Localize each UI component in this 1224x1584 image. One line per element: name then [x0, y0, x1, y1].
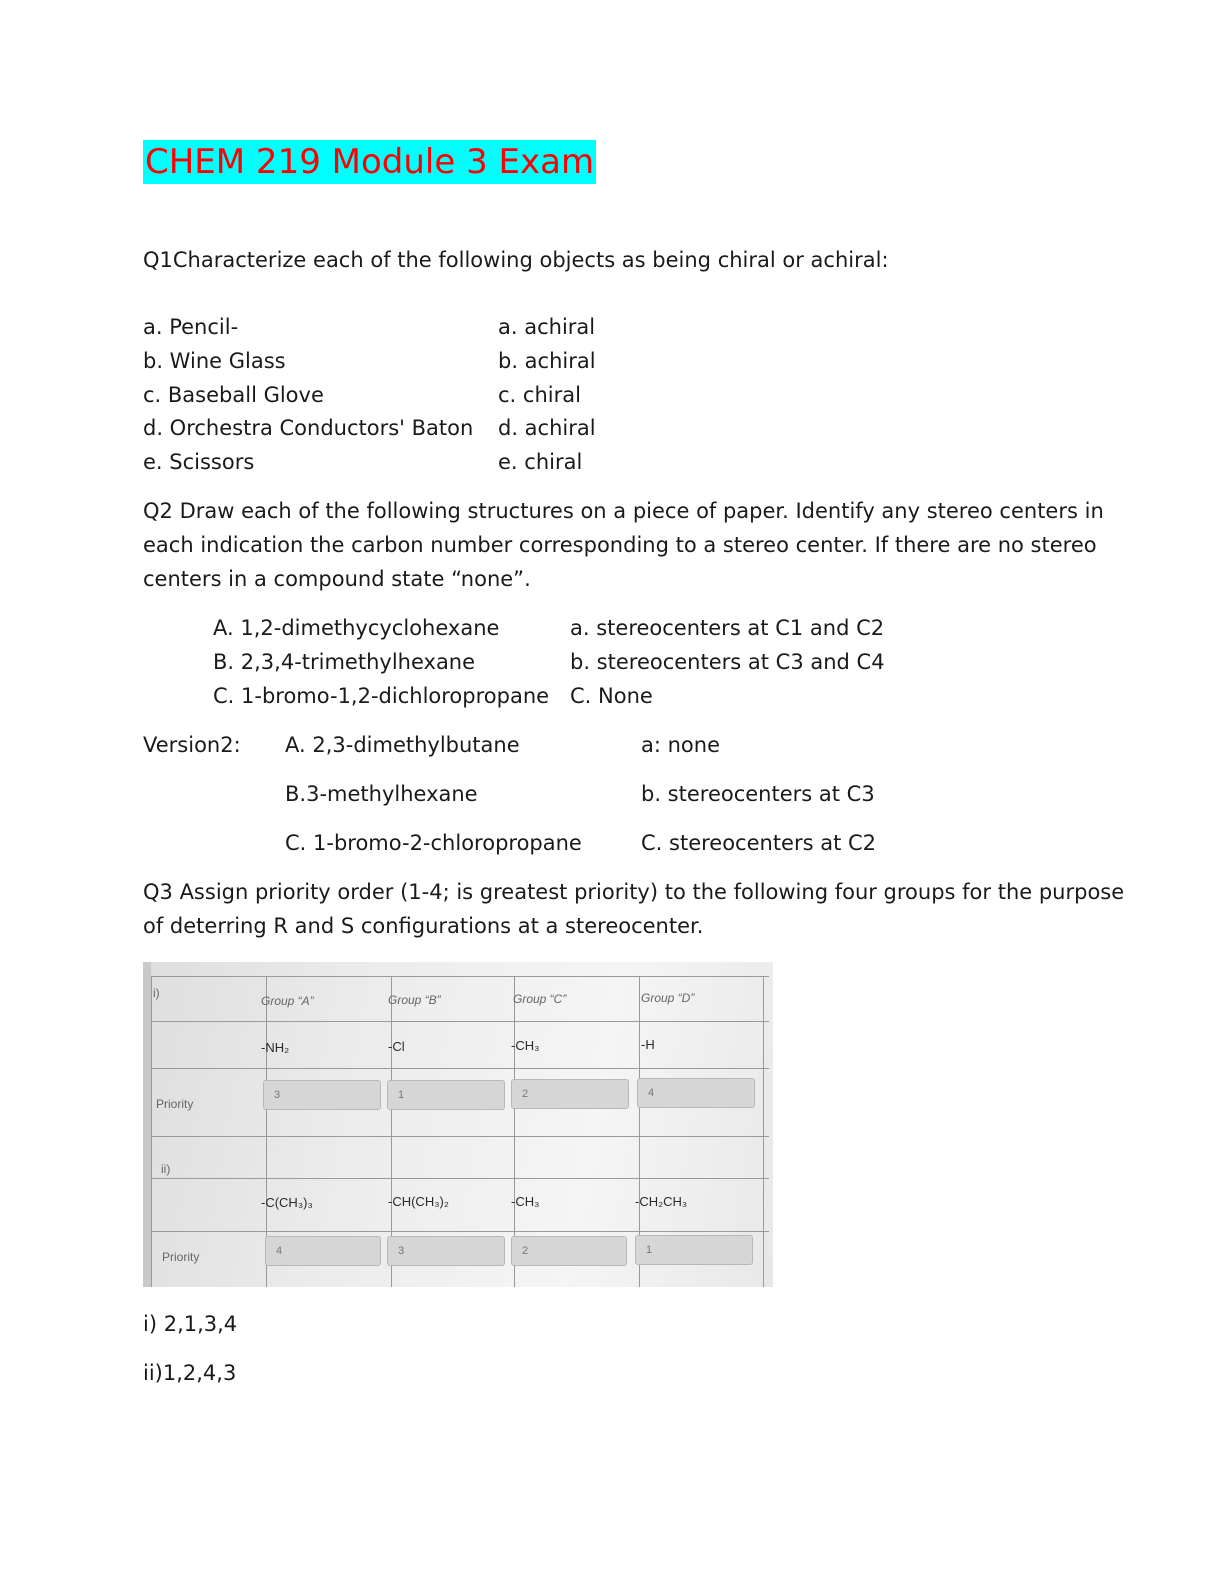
group-cell: -Cl: [388, 1039, 405, 1054]
q1-item-label: c. Baseball Glove: [143, 383, 324, 407]
group-a-header: Group “A”: [261, 994, 314, 1008]
q3-prompt-line: of deterring R and S configurations at a stereocenter.: [143, 914, 704, 938]
version2-item-answer: C. stereocenters at C2: [641, 831, 877, 855]
version2-label: Version2:: [143, 733, 241, 757]
priority-box: 2: [511, 1079, 629, 1109]
q1-item-label: b. Wine Glass: [143, 349, 286, 373]
group-d-header: Group “D”: [641, 991, 695, 1005]
priority-box: 1: [635, 1235, 753, 1265]
q1-item-label: d. Orchestra Conductors' Baton: [143, 416, 474, 440]
priority-box: 1: [387, 1080, 505, 1110]
q2-prompt-line: Q2 Draw each of the following structures on a piece of paper. Identify any stereo centers in: [143, 499, 1104, 523]
page-title: CHEM 219 Module 3 Exam: [145, 142, 595, 182]
version2-item-answer: a: none: [641, 733, 721, 757]
q1-item-answer: b. achiral: [498, 349, 596, 373]
group-c-header: Group “C”: [513, 992, 567, 1006]
priority-box: 3: [263, 1080, 381, 1110]
priority-box: 3: [387, 1236, 505, 1266]
q2-item-answer: a. stereocenters at C1 and C2: [570, 616, 885, 640]
group-cell: -NH₂: [261, 1040, 290, 1055]
group-cell: -CH(CH₃)₂: [388, 1194, 449, 1209]
q2-item-label: A. 1,2-dimethycyclohexane: [213, 616, 500, 640]
group-b-header: Group “B”: [388, 993, 441, 1007]
version2-item-label: A. 2,3-dimethylbutane: [285, 733, 520, 757]
row-ii-label: ii): [161, 1162, 171, 1176]
q1-item-answer: a. achiral: [498, 315, 596, 339]
priority-box: 4: [637, 1078, 755, 1108]
row-i-label: i): [153, 986, 160, 1000]
version2-item-label: B.3-methylhexane: [285, 782, 478, 806]
group-cell: -CH₃: [511, 1194, 540, 1209]
priority-label: Priority: [162, 1250, 200, 1264]
version2-item-answer: b. stereocenters at C3: [641, 782, 875, 806]
group-cell: -CH₂CH₃: [635, 1194, 688, 1209]
q3-answer-ii: ii)1,2,4,3: [143, 1361, 237, 1385]
q2-item-answer: C. None: [570, 684, 653, 708]
q3-answer-i: i) 2,1,3,4: [143, 1312, 238, 1336]
q1-item-answer: c. chiral: [498, 383, 581, 407]
priority-box: 4: [265, 1236, 381, 1266]
q1-prompt: Q1Characterize each of the following objects as being chiral or achiral:: [143, 248, 889, 272]
priority-table-photo: [143, 962, 773, 1287]
q2-item-label: C. 1-bromo-1,2-dichloropropane: [213, 684, 550, 708]
q1-item-answer: d. achiral: [498, 416, 596, 440]
group-cell: -C(CH₃)₃: [261, 1195, 313, 1210]
q1-item-label: a. Pencil-: [143, 315, 239, 339]
q2-item-answer: b. stereocenters at C3 and C4: [570, 650, 885, 674]
q1-item-label: e. Scissors: [143, 450, 255, 474]
q2-prompt-line: centers in a compound state “none”.: [143, 567, 531, 591]
q3-prompt-line: Q3 Assign priority order (1-4; is greatest priority) to the following four groups for the purpose: [143, 880, 1125, 904]
group-cell: -CH₃: [511, 1038, 540, 1053]
group-cell: -H: [641, 1037, 655, 1052]
q2-item-label: B. 2,3,4-trimethylhexane: [213, 650, 476, 674]
q2-prompt-line: each indication the carbon number corresponding to a stereo center. If there are no stereo: [143, 533, 1097, 557]
version2-item-label: C. 1-bromo-2-chloropropane: [285, 831, 582, 855]
q1-item-answer: e. chiral: [498, 450, 583, 474]
priority-table: [151, 976, 769, 1287]
photo-edge: [143, 962, 151, 1287]
priority-box: 2: [511, 1236, 627, 1266]
priority-label: Priority: [156, 1097, 194, 1111]
